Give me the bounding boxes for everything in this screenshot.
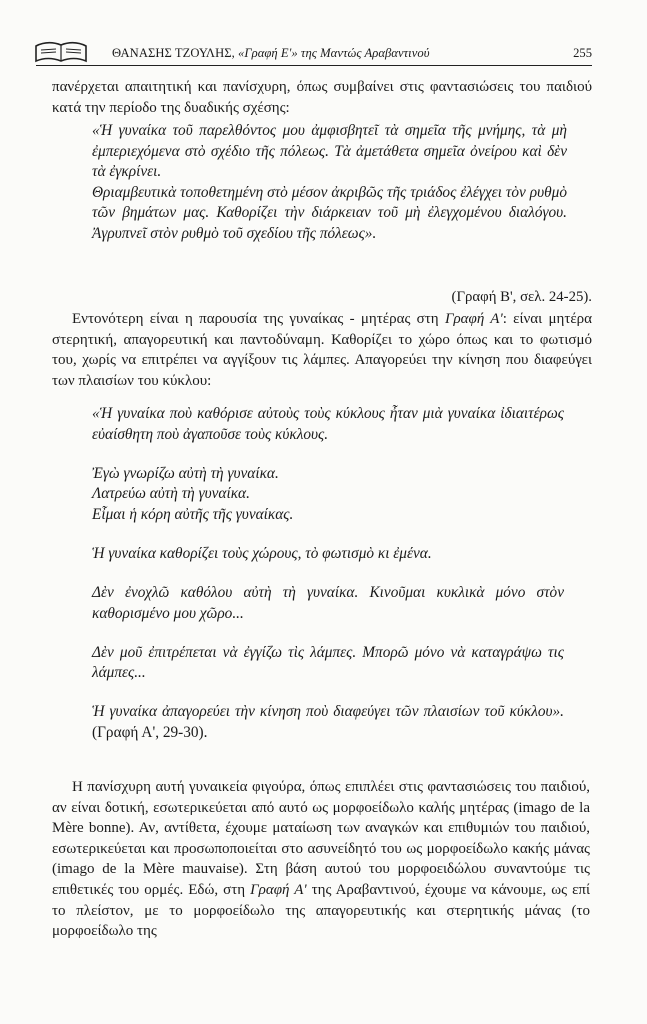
quote2-stanza: Ἐγὼ γνωρίζω αὐτὴ τὴ γυναίκα. Λατρεύω αὐτὴ τὴ γυναίκα. Εἶμαι ἡ κόρη αὐτῆς τῆς γυναίκας. (92, 464, 294, 523)
quote1-line: «Ἡ γυναίκα τοῦ παρελθόντος μου ἀμφισβητεῖ τὰ σημεῖα τῆς μνήμης, τὰ μὴ ἐμπεριεχόμενα στὸ σχέδιο τῆς πόλεως. Τὰ ἀμετάθετα σημεῖα ὀνείρου καὶ δὲν τὰ ἐγκρίνει. (92, 122, 567, 181)
opening-paragraph: πανέρχεται απαιτητική και πανίσχυρη, όπως συμβαίνει στις φαντασιώσεις του παιδιού κατά την περίοδο της δυαδικής σχέσης: (52, 79, 592, 116)
quote2-stanza: «Ἡ γυναίκα ποὺ καθόρισε αὐτοὺς τοὺς κύκλους ἦταν μιὰ γυναίκα ἰδιαιτέρως εὐαίσθητη ποὺ ἀγαποῦσε τοὺς κύκλους. (92, 405, 564, 443)
quote2-stanza: Ἡ γυναίκα καθορίζει τοὺς χώρους, τὸ φωτισμὸ κι ἐμένα. (92, 544, 432, 562)
paragraph3-text-b: της Αραβαντινού, έχουμε να κάνουμε, ως επί το πλείστον, με το μορφοείδωλο της απαγορευτικής και στερητικής μάνας (το μορφοείδωλο της (52, 881, 590, 940)
quote1-citation: (Γραφή Β', σελ. 24-25). (451, 289, 592, 305)
quote2-stanza: Δὲν ἐνοχλῶ καθόλου αὐτὴ τὴ γυναίκα. Κινοῦμαι κυκλικὰ μόνο στὸν καθορισμένο μου χῶρο... (92, 584, 564, 622)
header-title: «Γραφή Ε'» της Μαντώς Αραβαντινού (238, 46, 430, 60)
paragraph3-text-a: Η πανίσχυρη αυτή γυναικεία φιγούρα, όπως επιπλέει στις φαντασιώσεις του παιδιού, αν είναι δοτική, εσωτερικεύεται από αυτό ως μορφοείδωλο καλής μητέρας (imago de la Mère bonne). Αν, αντίθετα, έχουμε ματαίωση των αναγκών και επιθυμιών του παιδιού, εσωτερικεύεται και προσωποποιείται στο ασυνείδητό του ως μορφοείδωλο κακής μάνας (imago de la Mère mauvaise). Στη βάση αυτού του μορφοειδώλου συναντούμε τις επιθετικές του ορμές. Εδώ, στη (52, 779, 590, 898)
running-header (32, 40, 592, 66)
quote2-stanza: Δὲν μοῦ ἐπιτρέπεται νὰ ἐγγίζω τὶς λάμπες. Μπορῶ μόνο νὰ καταγράψω τις λάμπες... (92, 643, 564, 682)
quote-block-2 (92, 404, 564, 744)
paragraph3-ref: Γραφή Α' (250, 881, 307, 898)
quote2-citation: (Γραφή Α', 29-30). (92, 724, 208, 742)
header-rule (36, 65, 592, 66)
page-number: 255 (573, 46, 592, 60)
quote2-stanza: Ἡ γυναίκα ἀπαγορεύει τὴν κίνηση ποὺ διαφεύγει τῶν πλαισίων τοῦ κύκλου». (92, 703, 564, 721)
paragraph-3 (52, 777, 590, 942)
paragraph2-ref: Γραφή Α' (444, 311, 503, 327)
running-head-text (112, 46, 430, 61)
paragraph2-text-a: Εντονότερη είναι η παρουσία της γυναίκας - μητέρας στη (72, 311, 445, 327)
paragraph2-text-b: : είναι μητέρα στερητική, απαγορευτική και παντοδύναμη. Καθορίζει το χώρο όπως και το φωτισμό του, χωρίς να επιτρέπει να αγγίξουν τις λάμπες. Απαγορεύει την κίνηση που διαφεύγει των πλαισίων του κύκλου: (52, 311, 593, 389)
quote-block-1 (92, 121, 567, 245)
quote1-line: Θριαμβευτικὰ τοποθετημένη στὸ μέσον ἀκριβῶς τῆς τριάδος ἐλέγχει τὸν ρυθμὸ τῶν βημάτων μας. Καθορίζει τὴν διάρκειαν τοῦ μὴ ἐλεγχομένου διαλόγου. Ἀγρυπνεῖ στὸν ρυθμὸ τοῦ σχεδίου τῆς πόλεως». (92, 183, 567, 242)
book-icon (32, 40, 90, 64)
paragraph-2 (52, 309, 592, 391)
header-author: ΘΑΝΑΣΗΣ ΤΖΟΥΛΗΣ, (112, 46, 235, 60)
quote2-last-stanza (92, 702, 564, 743)
